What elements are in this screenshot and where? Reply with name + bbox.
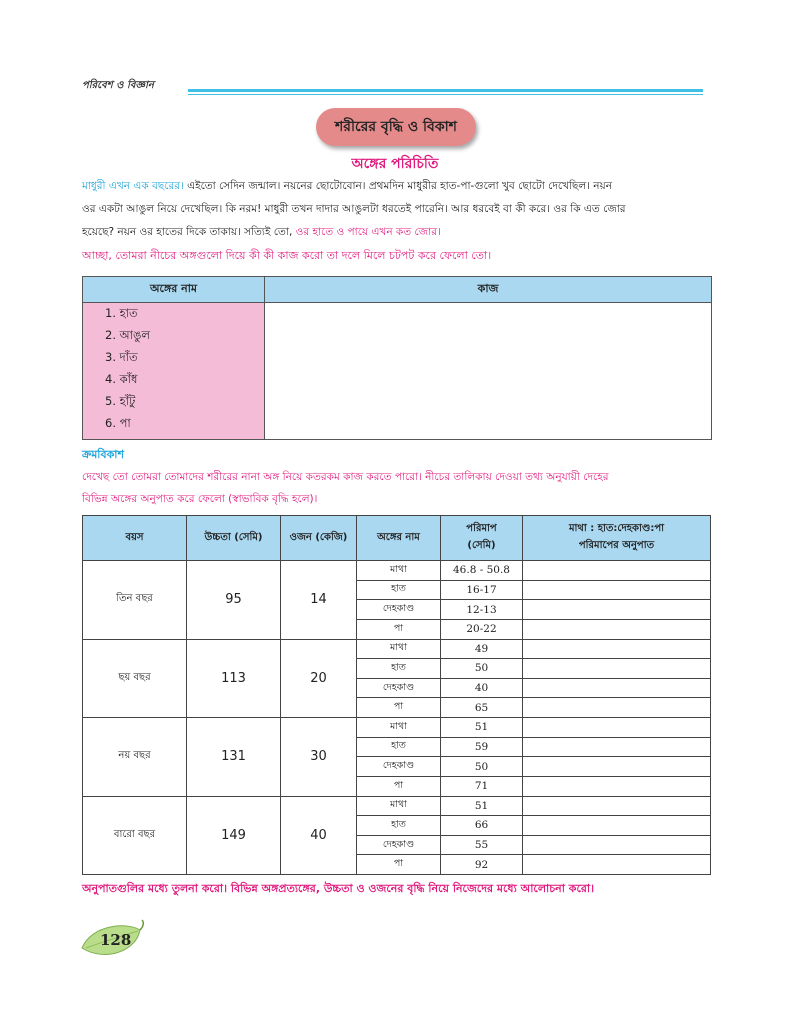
chapter-title-text: শরীরের বৃদ্ধি ও বিকাশ	[335, 119, 457, 135]
intro-line-1	[82, 175, 712, 198]
header-rule	[188, 89, 703, 92]
section-heading: ক্রমবিকাশ	[82, 448, 124, 461]
height-header: উচ্চতা (সেমি)	[187, 516, 281, 561]
part-cell: মাথা	[357, 561, 441, 581]
table-row	[83, 639, 711, 659]
section-subtitle: অঙ্গের পরিচিতি	[351, 156, 439, 172]
part-cell: পা	[357, 776, 441, 796]
part-cell: মাথা	[357, 639, 441, 659]
ratio-header	[523, 516, 711, 561]
ratio-cell	[523, 600, 711, 620]
growth-table	[82, 515, 711, 875]
age-cell: ছয় বছর	[83, 639, 187, 718]
part-cell: পা	[357, 698, 441, 718]
part-cell: মাথা	[357, 718, 441, 738]
function-header: কাজ	[265, 277, 711, 303]
ratio-cell	[523, 698, 711, 718]
intro-instruction: আচ্ছা, তোমরা নীচের অঙ্গগুলো দিয়ে কী কী কাজ করো তা দলে মিলে চটপট করে ফেলো তো।	[82, 249, 492, 262]
organ-item: 6. পা	[105, 416, 131, 430]
part-cell: দেহকাণ্ড	[357, 835, 441, 855]
organ-list	[83, 303, 265, 439]
value-cell: 49	[441, 639, 523, 659]
intro-line-3-text: হয়েছে? নয়ন ওর হাতের দিকে তাকায়। সত্যিই তো,	[82, 226, 296, 238]
value-cell: 65	[441, 698, 523, 718]
height-cell: 113	[187, 639, 281, 718]
value-cell: 55	[441, 835, 523, 855]
part-cell: হাত	[357, 659, 441, 679]
organ-item: 3. দাঁত	[105, 350, 138, 364]
height-cell: 95	[187, 561, 281, 640]
ratio-cell	[523, 737, 711, 757]
part-cell: দেহকাণ্ড	[357, 757, 441, 777]
organ-item: 1. হাত	[105, 306, 138, 320]
value-cell: 51	[441, 796, 523, 816]
ratio-header-line2: পরিমাপের অনুপাত	[578, 540, 655, 551]
part-cell: হাত	[357, 816, 441, 836]
intro-line-1-text: এইতো সেদিন জন্মাল। নয়নের ছোটোবোন। প্রথমদিন মাধুরীর হাত-পা-গুলো খুব ছোটো দেখেছিল। নয়ন	[183, 180, 612, 192]
value-cell: 16-17	[441, 580, 523, 600]
weight-cell: 40	[281, 796, 357, 875]
ratio-cell	[523, 619, 711, 639]
value-cell: 50	[441, 659, 523, 679]
measure-header-line2: (সেমি)	[467, 540, 496, 551]
age-cell: বারো বছর	[83, 796, 187, 875]
chapter-title	[316, 108, 476, 146]
part-cell: পা	[357, 855, 441, 875]
ratio-cell	[523, 757, 711, 777]
part-cell: হাত	[357, 737, 441, 757]
organ-item: 4. কাঁধ	[105, 372, 138, 386]
weight-cell: 30	[281, 718, 357, 797]
measure-header	[441, 516, 523, 561]
section-text-line-1: দেখেছ তো তোমরা তোমাদের শরীরের নানা অঙ্গ নিয়ে কতরকম কাজ করতে পারো। নীচের তালিকায় দেওয়া তথ্য অনুযায়ী দেহের	[82, 471, 609, 483]
part-cell: হাত	[357, 580, 441, 600]
table-row	[83, 561, 711, 581]
organ-name-header: অঙ্গের নাম	[83, 277, 265, 303]
value-cell: 46.8 - 50.8	[441, 561, 523, 581]
book-title: পরিবেশ ও বিজ্ঞান	[82, 80, 154, 91]
intro-line-2: ওর একটা আঙুল নিয়ে দেখেছিল। কি নরম! মাধুরী তখন দাদার আঙুলটা ধরতেই পারেনি। আর ধরবেই বা কী করে। ওর কি এত জোর	[82, 203, 626, 215]
table-row	[83, 718, 711, 738]
measure-header-line1: পরিমাপ	[466, 523, 497, 534]
ratio-cell	[523, 796, 711, 816]
value-cell: 12-13	[441, 600, 523, 620]
height-cell: 131	[187, 718, 281, 797]
organ-item: 2. আঙুল	[105, 328, 151, 342]
intro-line-3	[82, 221, 712, 244]
part-cell: পা	[357, 619, 441, 639]
ratio-cell	[523, 678, 711, 698]
ratio-header-line1: মাথা : হাত:দেহকাণ্ড:পা	[568, 523, 665, 534]
value-cell: 66	[441, 816, 523, 836]
height-cell: 149	[187, 796, 281, 875]
discussion-note: অনুপাতগুলির মধ্যে তুলনা করো। বিভিন্ন অঙ্গপ্রত্যঙ্গের, উচ্চতা ও ওজনের বৃদ্ধি নিয়ে নিজেদের মধ্যে আলোচনা করো।	[82, 882, 595, 895]
value-cell: 20-22	[441, 619, 523, 639]
part-cell: মাথা	[357, 796, 441, 816]
ratio-cell	[523, 639, 711, 659]
ratio-cell	[523, 718, 711, 738]
part-cell: দেহকাণ্ড	[357, 600, 441, 620]
part-cell: দেহকাণ্ড	[357, 678, 441, 698]
organ-item: 5. হাঁটু	[105, 394, 136, 408]
organ-function-table	[82, 276, 712, 440]
value-cell: 59	[441, 737, 523, 757]
weight-cell: 20	[281, 639, 357, 718]
ratio-cell	[523, 816, 711, 836]
value-cell: 92	[441, 855, 523, 875]
page-number: 128	[100, 931, 132, 949]
intro-line-1-highlight: মাধুরী এখন এক বছরের।	[82, 180, 184, 192]
ratio-cell	[523, 659, 711, 679]
ratio-cell	[523, 580, 711, 600]
section-text-line-2: বিভিন্ন অঙ্গের অনুপাত করে ফেলো (স্বাভাবিক বৃদ্ধি হলে)।	[82, 493, 318, 505]
value-cell: 50	[441, 757, 523, 777]
weight-header: ওজন (কেজি)	[281, 516, 357, 561]
ratio-cell	[523, 561, 711, 581]
value-cell: 71	[441, 776, 523, 796]
age-cell: নয় বছর	[83, 718, 187, 797]
ratio-cell	[523, 835, 711, 855]
ratio-cell	[523, 776, 711, 796]
age-cell: তিন বছর	[83, 561, 187, 640]
value-cell: 40	[441, 678, 523, 698]
age-header: বয়স	[83, 516, 187, 561]
part-header: অঙ্গের নাম	[357, 516, 441, 561]
table-row	[83, 796, 711, 816]
ratio-cell	[523, 855, 711, 875]
header-rule-thin	[188, 94, 703, 95]
value-cell: 51	[441, 718, 523, 738]
intro-line-3-highlight: ওর হাতে ও পায়ে এখন কত জোর।	[295, 226, 441, 238]
weight-cell: 14	[281, 561, 357, 640]
